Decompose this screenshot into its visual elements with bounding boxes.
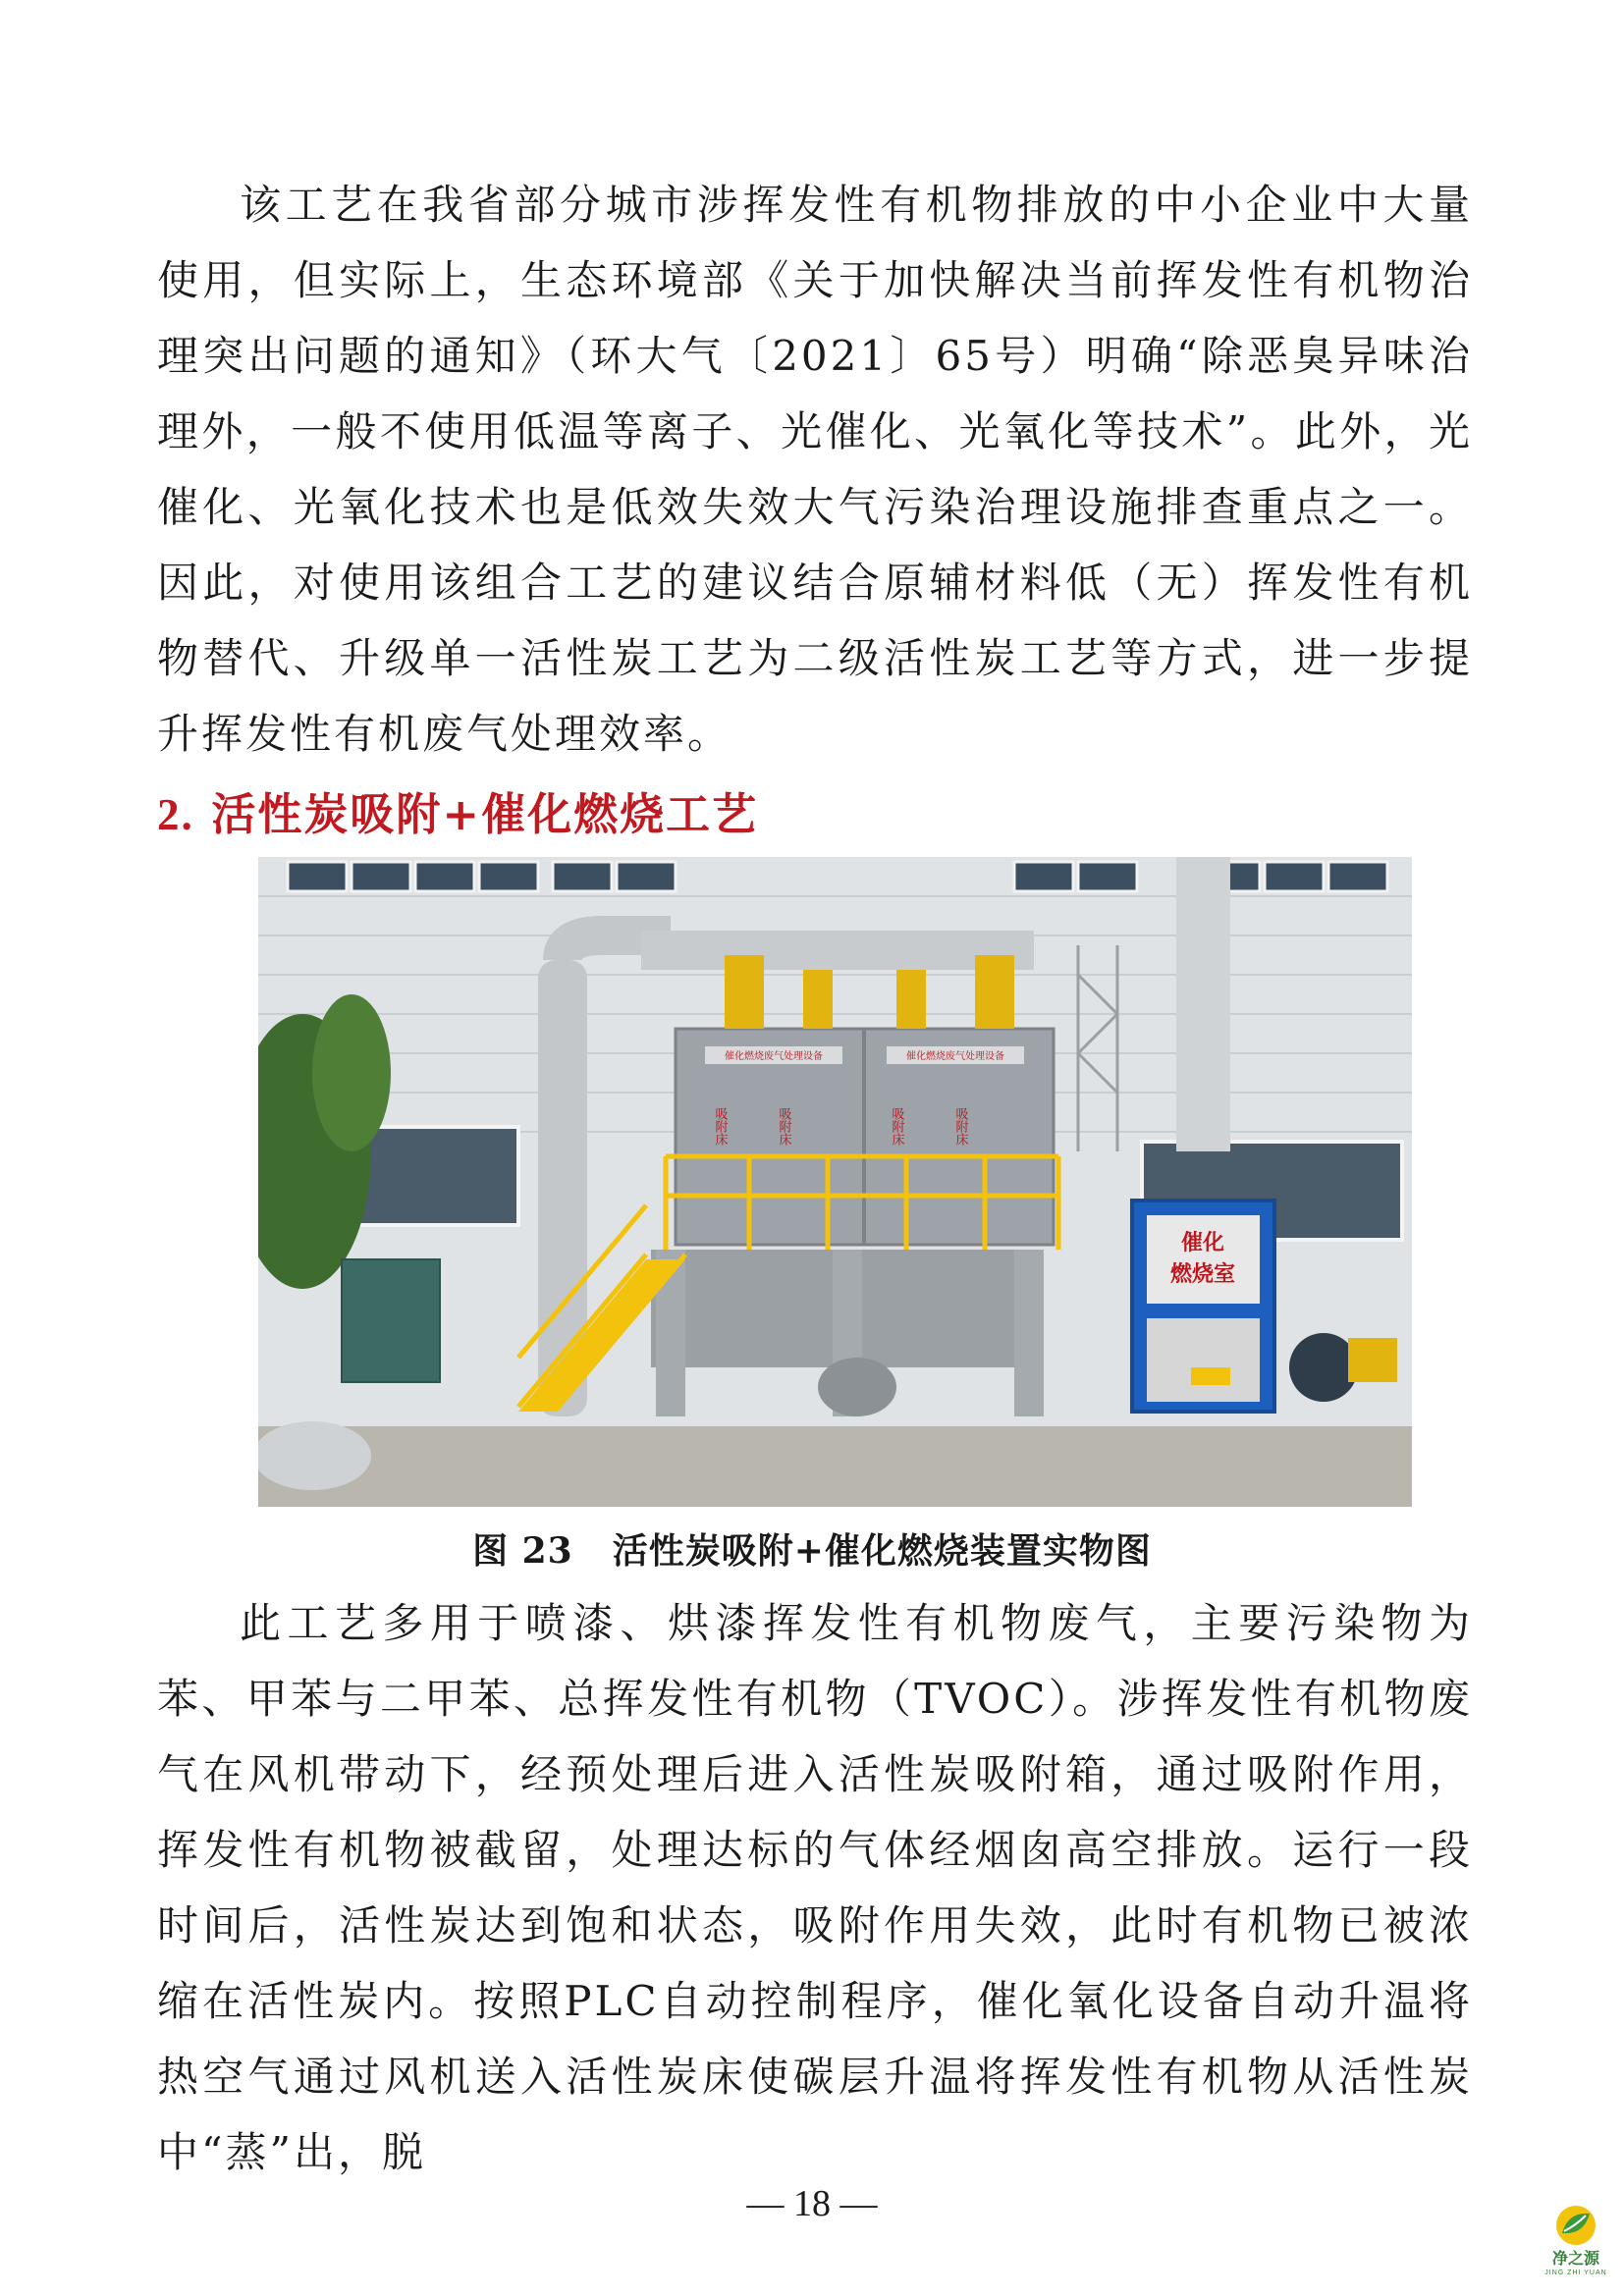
section-title: 活性炭吸附+催化燃烧工艺 (211, 788, 759, 840)
brand-logo (1532, 2204, 1620, 2292)
logo-name: 净之源 (1551, 2251, 1599, 2268)
equipment-sign-left: 催化燃烧废气处理设备 (725, 1051, 823, 1062)
section-heading (157, 780, 758, 849)
figure-number: 图 23 (472, 1530, 573, 1572)
page-number: — 18 — (746, 2183, 878, 2224)
figure-caption-text: 活性炭吸附+催化燃烧装置实物图 (612, 1530, 1152, 1572)
figure-caption (0, 1526, 1624, 1575)
chamber-label-line1: 催化 (1180, 1231, 1225, 1255)
chamber-label-line2: 燃烧室 (1169, 1262, 1236, 1287)
panel-label: 吸附床 (776, 1107, 791, 1146)
panel-label: 吸附床 (952, 1107, 968, 1146)
leaf-logo-icon (1554, 2204, 1597, 2247)
section-number: 2. (157, 790, 194, 839)
equipment-photo (258, 857, 1412, 1507)
panel-label: 吸附床 (712, 1107, 728, 1146)
body-paragraph-1: 该工艺在我省部分城市涉挥发性有机物排放的中小企业中大量使用，但实际上，生态环境部《关于加快解决当前挥发性有机物治理突出问题的通知》（环大气〔2021〕65号）明确“除恶臭异味治理外，一般不使用低温等离子、光催化、光氧化等技术”。此外，光催化、光氧化技术也是低效失效大气污染治理设施排查重点之一。因此，对使用该组合工艺的建议结合原辅材料低（无）挥发性有机物替代、升级单一活性炭工艺为二级活性炭工艺等方式，进一步提升挥发性有机废气处理效率。 (157, 181, 1473, 758)
equipment-sign-right: 催化燃烧废气处理设备 (906, 1051, 1004, 1062)
logo-subtitle: JING ZHI YUAN (1544, 2269, 1607, 2276)
body-paragraph-2: 此工艺多用于喷漆、烘漆挥发性有机物废气，主要污染物为苯、甲苯与二甲苯、总挥发性有机物（TVOC）。涉挥发性有机物废气在风机带动下，经预处理后进入活性炭吸附箱，通过吸附作用，挥发性有机物被截留，处理达标的气体经烟囱高空排放。运行一段时间后，活性炭达到饱和状态，吸附作用失效，此时有机物已被浓缩在活性炭内。按照PLC自动控制程序，催化氧化设备自动升温将热空气通过风机送入活性炭床使碳层升温将挥发性有机物从活性炭中“蒸”出，脱 (157, 1599, 1473, 2176)
panel-label: 吸附床 (889, 1107, 904, 1146)
